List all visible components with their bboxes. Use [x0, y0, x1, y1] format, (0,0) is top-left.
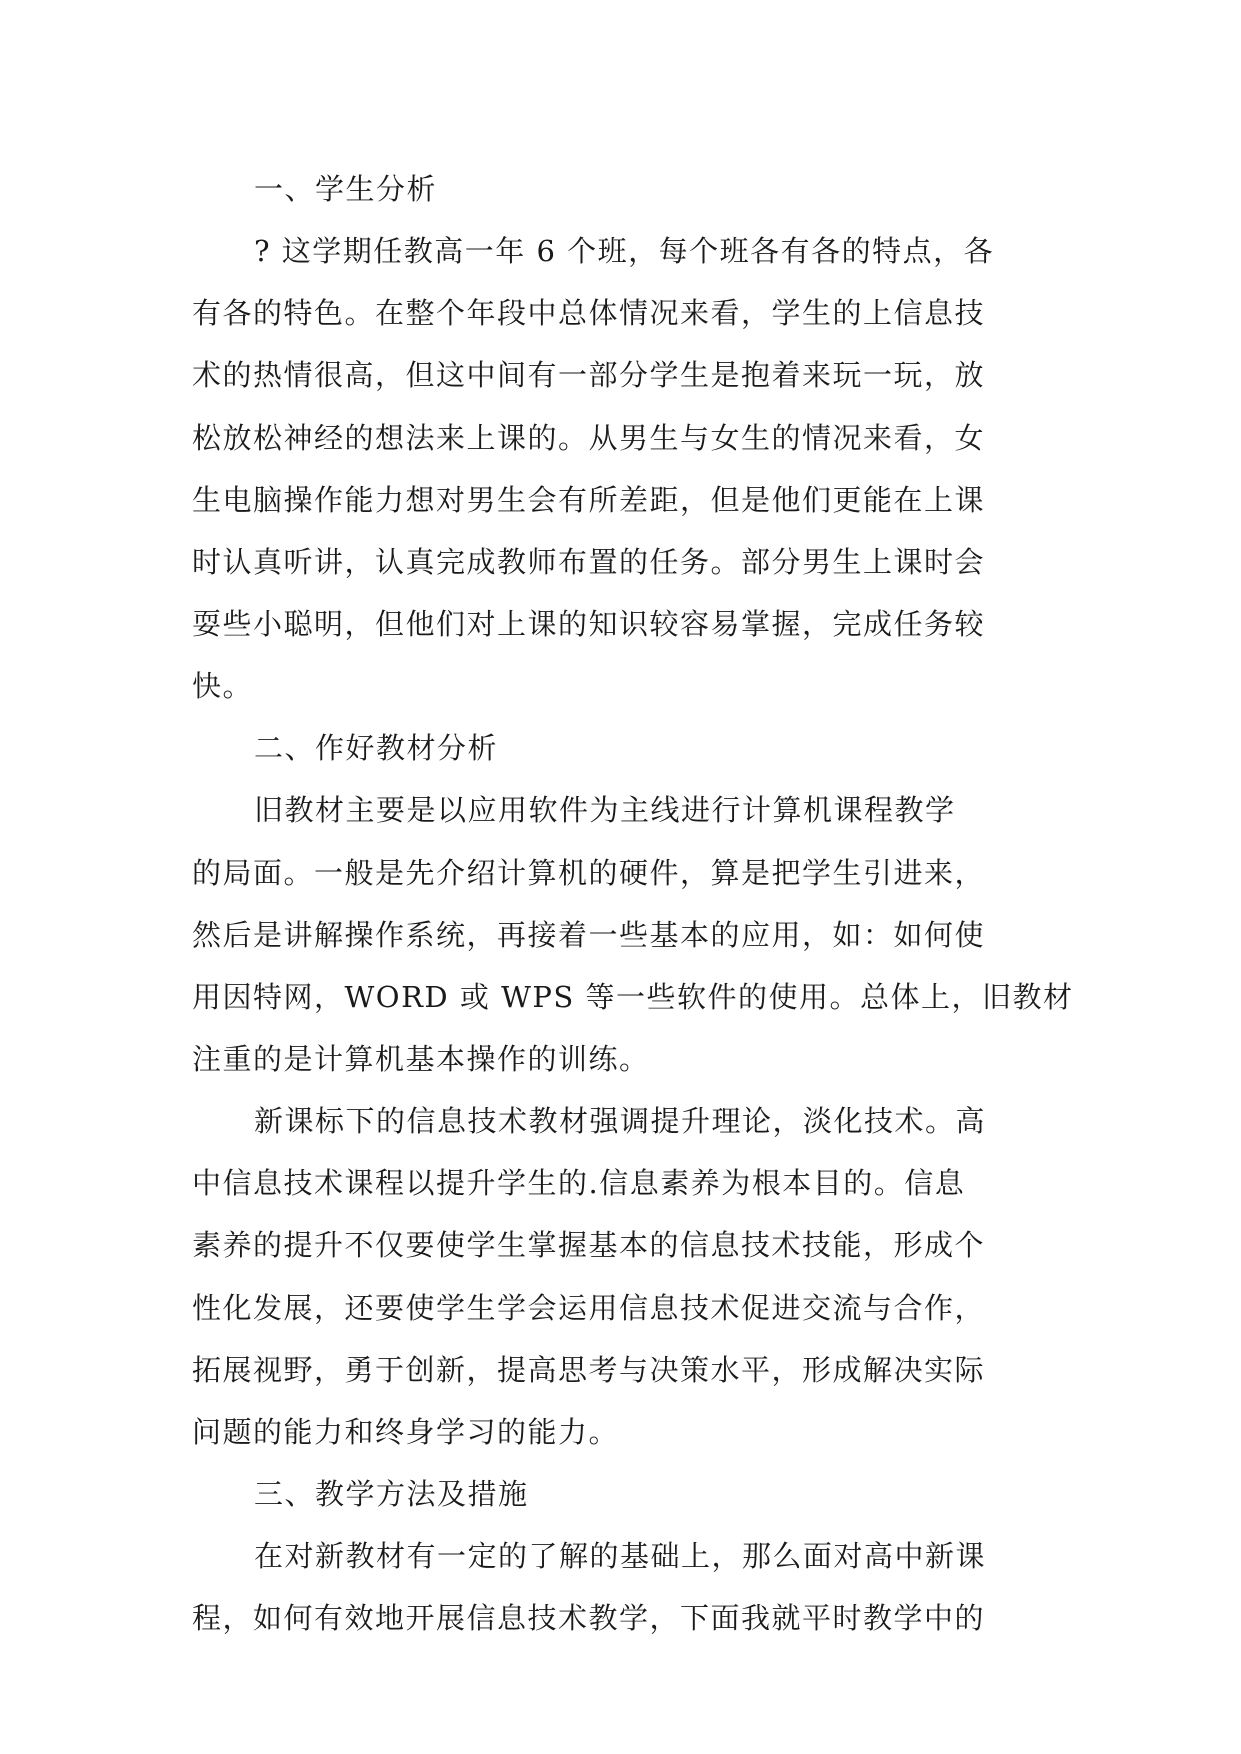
paragraph-line: 注重的是计算机基本操作的训练。 — [192, 1041, 650, 1076]
paragraph-line: 时认真听讲，认真完成教师布置的任务。部分男生上课时会 — [192, 544, 986, 579]
paragraph-line: 拓展视野，勇于创新，提高思考与决策水平，形成解决实际 — [192, 1352, 986, 1387]
document-body — [192, 158, 1074, 1649]
paragraph-line: 旧教材主要是以应用软件为主线进行计算机课程教学 — [254, 793, 956, 828]
paragraph-line: 在对新教材有一定的了解的基础上，那么面对高中新课 — [254, 1539, 987, 1574]
paragraph-line: 有各的特色。在整个年段中总体情况来看，学生的上信息技 — [192, 296, 986, 331]
paragraph-line: 生电脑操作能力想对男生会有所差距，但是他们更能在上课 — [192, 482, 986, 517]
section-heading-textbook-analysis: 二、作好教材分析 — [254, 731, 499, 766]
paragraph-line: 术的热情很高，但这中间有一部分学生是抱着来玩一玩，放 — [192, 358, 986, 393]
section-heading-student-analysis: 一、学生分析 — [254, 172, 438, 206]
paragraph-line: 然后是讲解操作系统，再接着一些基本的应用，如：如何使 — [192, 917, 986, 952]
paragraph-line: 程，如何有效地开展信息技术教学，下面我就平时教学中的 — [192, 1601, 986, 1636]
paragraph-line: ? 这学期任教高一年 6 个班，每个班各有各的特点，各 — [254, 234, 995, 269]
paragraph-line: 新课标下的信息技术教材强调提升理论，淡化技术。高 — [254, 1104, 987, 1139]
paragraph-line: 用因特网，WORD 或 WPS 等一些软件的使用。总体上，旧教材 — [192, 979, 1074, 1014]
paragraph-line: 快。 — [192, 669, 254, 704]
paragraph-line: 中信息技术课程以提升学生的.信息素养为根本目的。信息 — [192, 1166, 966, 1201]
paragraph-line: 素养的提升不仅要使学生掌握基本的信息技术技能，形成个 — [192, 1228, 986, 1263]
paragraph-line: 的局面。一般是先介绍计算机的硬件，算是把学生引进来， — [192, 855, 986, 890]
section-heading-teaching-methods: 三、教学方法及措施 — [254, 1476, 529, 1511]
paragraph-line: 耍些小聪明，但他们对上课的知识较容易掌握，完成任务较 — [192, 606, 986, 641]
paragraph-line: 松放松神经的想法来上课的。从男生与女生的情况来看，女 — [192, 420, 986, 455]
paragraph-line: 问题的能力和终身学习的能力。 — [192, 1414, 620, 1449]
paragraph-line: 性化发展，还要使学生学会运用信息技术促进交流与合作， — [192, 1290, 986, 1325]
